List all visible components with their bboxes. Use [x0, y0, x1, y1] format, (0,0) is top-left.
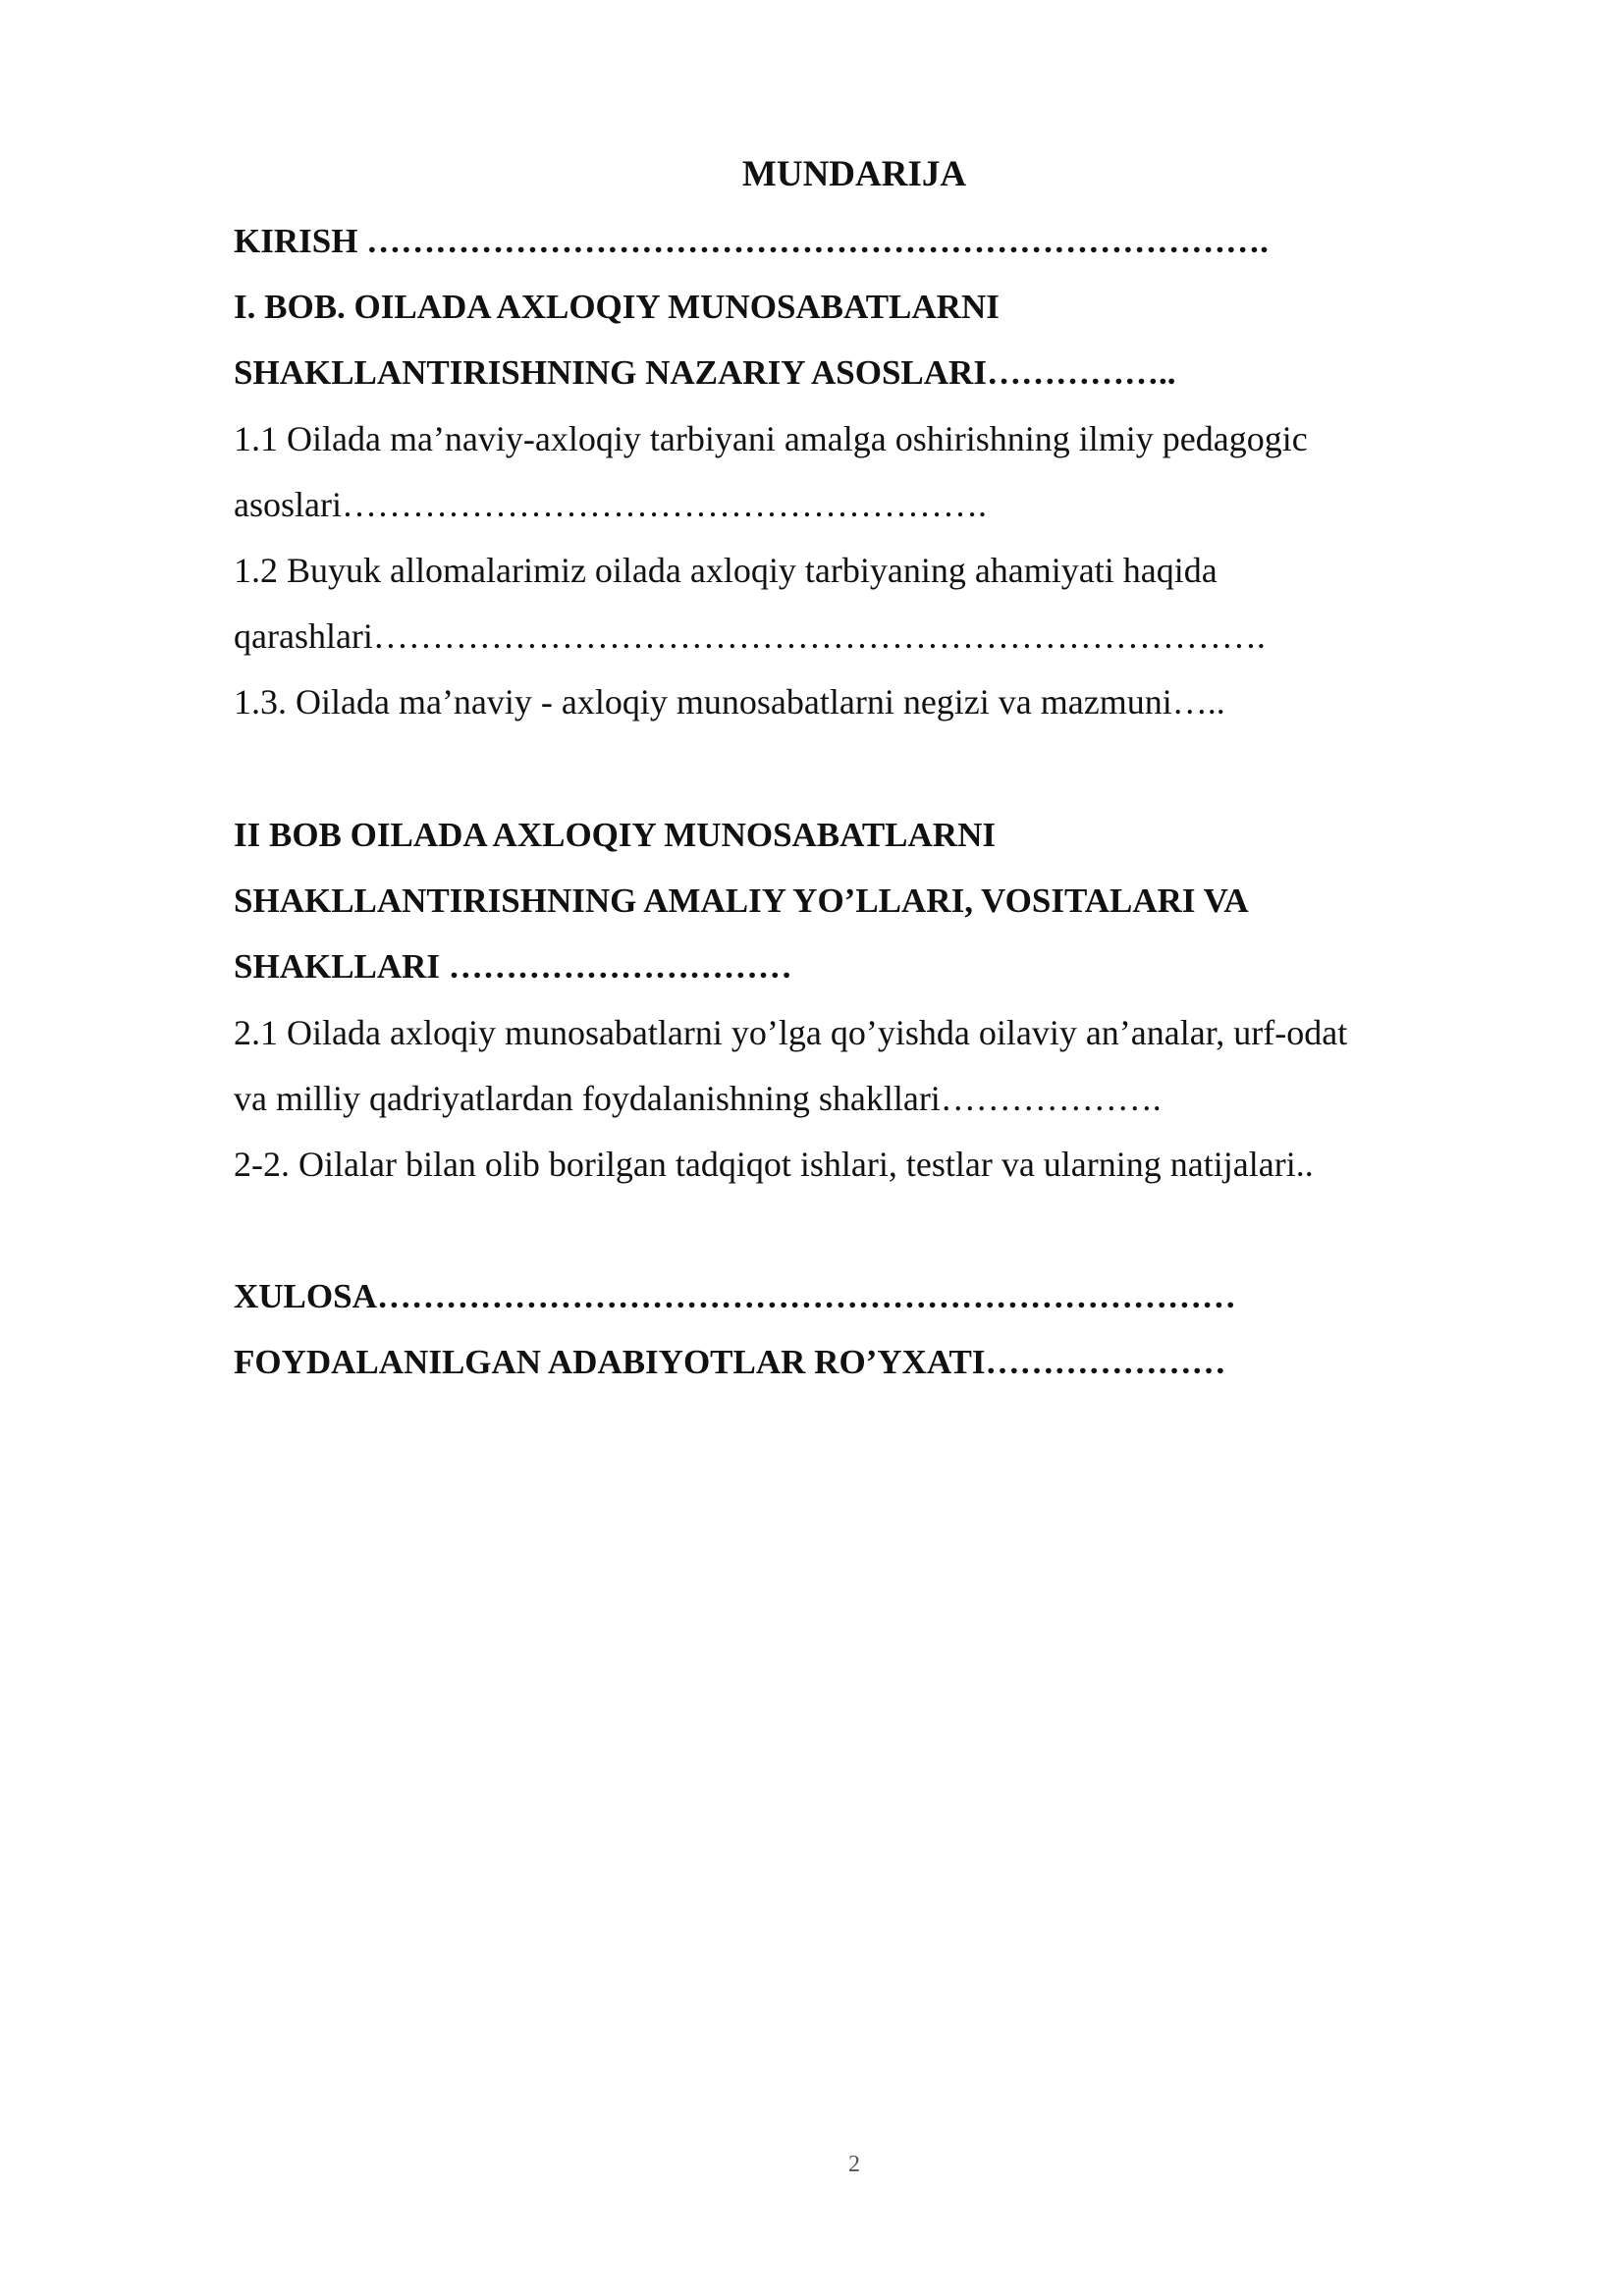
toc-entry-chapter-1-line-2: SHAKLLANTIRISHNING NAZARIY ASOSLARI…………….. [234, 353, 1176, 392]
toc-entry-chapter-1-line-1: I. BOB. OILADA AXLOQIY MUNOSABATLARNI [234, 288, 1000, 326]
toc-entry-xulosa: XULOSA………………………………………………………………… [234, 1277, 1236, 1315]
page-number: 2 [848, 2152, 860, 2177]
toc-entry-chapter-2-line-2: SHAKLLANTIRISHNING AMALIY YO’LLARI, VOSITALARI VA [234, 881, 1249, 920]
toc-entry-section-2-1-line-2: va milliy qadriyatlardan foydalanishning shakllari………………. [234, 1079, 1162, 1118]
toc-entry-section-2-1-line-1: 2.1 Oilada axloqiy munosabatlarni yo’lga qo’yishda oilaviy an’analar, urf-odat [234, 1013, 1348, 1052]
toc-entry-chapter-2-line-3: SHAKLLARI ………………………… [234, 947, 792, 986]
toc-entry-section-1-3: 1.3. Oilada ma’naviy - axloqiy munosabatlarni negizi va mazmuni….. [234, 682, 1225, 721]
toc-entry-section-1-2-line-2: qarashlari…………………………………………………………………. [234, 616, 1266, 656]
toc-entry-kirish: KIRISH ……………………………………………………………………. [234, 222, 1269, 260]
toc-entry-chapter-2-line-1: II BOB OILADA AXLOQIY MUNOSABATLARNI [234, 816, 996, 854]
toc-entry-section-1-2-line-1: 1.2 Buyuk allomalarimiz oilada axloqiy tarbiyaning ahamiyati haqida [234, 551, 1218, 590]
toc-title: MUNDARIJA [741, 154, 967, 194]
toc-entry-section-2-2: 2-2. Oilalar bilan olib borilgan tadqiqot ishlari, testlar va ularning natijalari.. [234, 1145, 1314, 1184]
toc-entry-section-1-1-line-1: 1.1 Oilada ma’naviy-axloqiy tarbiyani amalga oshirishning ilmiy pedagogic [234, 419, 1308, 458]
toc-entry-section-1-1-line-2: asoslari………………………………………………. [234, 485, 987, 524]
toc-entry-bibliography: FOYDALANILGAN ADABIYOTLAR RO’YXATI………………… [234, 1343, 1226, 1381]
